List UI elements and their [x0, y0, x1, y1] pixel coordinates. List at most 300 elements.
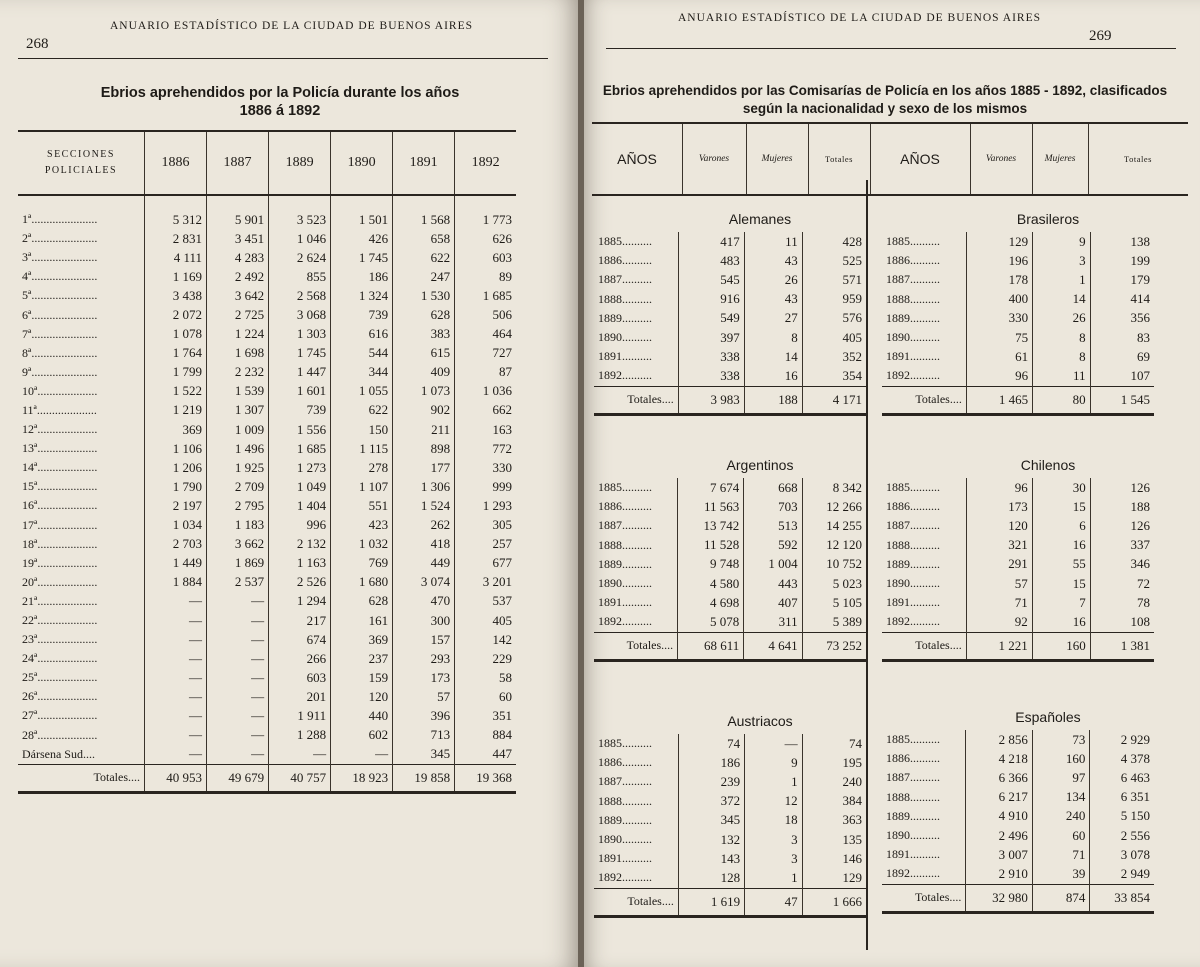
cell-value: — — [145, 668, 207, 687]
total-value: 199 — [1090, 251, 1154, 270]
women-value: 71 — [1032, 845, 1090, 864]
totals-label: Totales.... — [882, 884, 966, 912]
total-value: 6 351 — [1090, 788, 1154, 807]
right-table-title — [590, 82, 1180, 118]
year-header: 1892 — [455, 131, 516, 195]
men-value: 483 — [678, 251, 744, 270]
leader-dots: .......... — [622, 349, 652, 364]
total-value: 195 — [802, 753, 866, 772]
leader-dots: .......... — [622, 774, 652, 789]
cell-value: 1 685 — [269, 439, 331, 458]
cell-value: 1 790 — [145, 477, 207, 496]
years-header: AÑOS — [592, 124, 683, 194]
men-value: 132 — [678, 830, 744, 849]
section-label — [18, 535, 145, 554]
women-value: 8 — [744, 328, 802, 347]
total-value: 12 120 — [802, 536, 866, 555]
cell-value: 1 925 — [207, 458, 269, 477]
cell-value: 1 206 — [145, 458, 207, 477]
total-value: 19 858 — [393, 764, 455, 792]
year-label — [594, 290, 678, 309]
section-name: 26ª — [22, 689, 38, 704]
year-value: 1888 — [598, 291, 622, 306]
cell-value: 1 106 — [145, 439, 207, 458]
women-value: 1 — [1033, 270, 1090, 289]
section-label — [18, 554, 145, 573]
year-value: 1891 — [886, 595, 910, 610]
year-row — [594, 290, 866, 309]
leader-dots: .......... — [622, 556, 652, 571]
year-value: 1888 — [886, 537, 910, 552]
year-header: 1891 — [393, 131, 455, 195]
cell-value: 1 869 — [207, 554, 269, 573]
men-value: 338 — [678, 366, 744, 386]
leader-dots: .................... — [37, 498, 98, 513]
cell-value: 628 — [331, 592, 393, 611]
cell-value: 426 — [331, 229, 393, 248]
year-label — [594, 555, 678, 574]
year-row — [594, 347, 866, 366]
section-label — [18, 687, 145, 706]
total-value: 8 342 — [802, 478, 866, 497]
men-value: 330 — [966, 309, 1032, 328]
cell-value: 2 624 — [269, 248, 331, 267]
men-value: 71 — [966, 593, 1032, 612]
total-value: 108 — [1090, 612, 1154, 632]
cell-value: 5 312 — [145, 210, 207, 229]
total-value: 384 — [802, 792, 866, 811]
year-value: 1889 — [886, 310, 910, 325]
cell-value: 57 — [393, 687, 455, 706]
women-value: 240 — [1032, 807, 1090, 826]
cell-value: 855 — [269, 267, 331, 286]
year-row — [594, 232, 866, 251]
year-label — [594, 251, 678, 270]
cell-value: 2 132 — [269, 535, 331, 554]
cell-value: 1 046 — [269, 229, 331, 248]
total-women: 80 — [1033, 386, 1090, 414]
cell-value: 2 709 — [207, 477, 269, 496]
cell-value: 1 107 — [331, 477, 393, 496]
cell-value: 1 501 — [331, 210, 393, 229]
cell-value: 602 — [331, 726, 393, 745]
year-value: 1889 — [886, 808, 910, 823]
year-label — [594, 497, 678, 516]
totals-row — [594, 632, 866, 660]
women-value: 407 — [744, 593, 802, 612]
section-label — [18, 286, 145, 305]
totals-label: Totales.... — [882, 386, 966, 414]
cell-value: 674 — [269, 630, 331, 649]
total-value: 414 — [1090, 290, 1154, 309]
men-value: 417 — [678, 232, 744, 251]
leader-dots: .......... — [910, 234, 940, 249]
nationality-name: Austriacos — [727, 713, 793, 729]
year-label — [594, 270, 678, 289]
cell-value: 369 — [331, 630, 393, 649]
cell-value: 902 — [393, 401, 455, 420]
totals-row — [882, 632, 1154, 660]
total-value: 525 — [802, 251, 866, 270]
leader-dots: .................... — [37, 689, 98, 704]
total-value: 959 — [802, 290, 866, 309]
year-row — [594, 574, 866, 593]
women-value: 9 — [745, 753, 802, 772]
women-value: 9 — [1033, 232, 1090, 251]
year-value: 1890 — [598, 576, 622, 591]
section-label — [18, 516, 145, 535]
cell-value: 3 438 — [145, 286, 207, 305]
cell-value: 257 — [492, 536, 512, 552]
table-row — [18, 611, 516, 630]
nationality-block — [594, 708, 866, 918]
cell-value: 2 703 — [145, 535, 207, 554]
year-row — [594, 251, 866, 270]
cell-value: 996 — [269, 516, 331, 535]
total-total: 1 666 — [802, 888, 866, 916]
leader-dots: .................... — [37, 479, 98, 494]
women-value: 26 — [744, 270, 802, 289]
year-label — [594, 328, 678, 347]
cell-value: 1 799 — [145, 363, 207, 382]
cell-value: 262 — [393, 516, 455, 535]
leader-dots: ...................... — [31, 250, 98, 265]
table-row — [18, 229, 516, 248]
table-row — [18, 210, 516, 229]
women-value: 27 — [744, 309, 802, 328]
men-value: 13 742 — [678, 516, 744, 535]
year-row — [594, 811, 866, 830]
year-value: 1888 — [598, 793, 622, 808]
men-value: 6 366 — [966, 768, 1032, 787]
section-name: 3ª — [22, 250, 32, 265]
leader-dots: .......... — [910, 614, 940, 629]
cell-value: — — [331, 745, 393, 765]
year-row — [594, 270, 866, 289]
cell-value: 1 601 — [269, 382, 331, 401]
cell-value: 186 — [331, 267, 393, 286]
totals-row — [594, 888, 866, 916]
cell-value: — — [145, 611, 207, 630]
table-row — [18, 382, 516, 401]
year-label — [882, 290, 966, 309]
cell-value: 1 288 — [269, 726, 331, 745]
cell-value: 1 115 — [331, 439, 393, 458]
women-value: 39 — [1032, 864, 1090, 884]
leader-dots: .......... — [622, 576, 652, 591]
total-total: 33 854 — [1090, 884, 1154, 912]
cell-value: 1 183 — [207, 516, 269, 535]
year-row — [594, 868, 866, 888]
total-men: 32 980 — [966, 884, 1032, 912]
year-label — [882, 845, 966, 864]
year-label — [882, 612, 966, 632]
cell-value: 87 — [499, 364, 512, 380]
leader-dots: .................... — [36, 402, 97, 417]
total-value: 188 — [1090, 497, 1154, 516]
total-value: 428 — [802, 232, 866, 251]
year-value: 1888 — [886, 291, 910, 306]
cell-value: 157 — [393, 630, 455, 649]
nationality-name: Argentinos — [726, 457, 794, 473]
leader-dots: .......... — [910, 253, 940, 268]
year-label — [882, 536, 966, 555]
total-value: 2 556 — [1090, 826, 1154, 845]
year-header: 1887 — [207, 131, 269, 195]
leader-dots: ...................... — [31, 345, 98, 360]
year-row — [594, 612, 866, 632]
year-row — [882, 536, 1154, 555]
leader-dots: .......... — [622, 793, 652, 808]
left-table-body — [18, 195, 516, 792]
table-row — [18, 630, 516, 649]
cell-value: 266 — [269, 649, 331, 668]
women-value: 3 — [1033, 251, 1090, 270]
women-value: 443 — [744, 574, 802, 593]
leader-dots: .................... — [37, 574, 98, 589]
leader-dots: .......... — [910, 847, 940, 862]
section-label — [18, 229, 145, 248]
total-value: 3 078 — [1090, 845, 1154, 864]
cell-value: 2 526 — [269, 573, 331, 592]
cell-value: 628 — [393, 305, 455, 324]
cell-value: 89 — [499, 268, 512, 284]
year-row — [882, 270, 1154, 289]
table-row — [18, 363, 516, 382]
totals-row — [18, 764, 516, 792]
women-value: 6 — [1032, 516, 1090, 535]
cell-value: 278 — [331, 458, 393, 477]
total-value: 5 023 — [802, 574, 866, 593]
police-sections-table — [18, 130, 516, 794]
women-value: 3 — [745, 830, 802, 849]
section-name: 6ª — [22, 307, 32, 322]
year-value: 1885 — [886, 234, 910, 249]
totals-label: Totales.... — [882, 632, 966, 660]
year-value: 1891 — [598, 595, 622, 610]
table-row — [18, 477, 516, 496]
table-row — [18, 573, 516, 592]
year-row — [594, 328, 866, 347]
leader-dots: .......... — [622, 595, 652, 610]
cell-value: 345 — [393, 745, 455, 765]
leader-dots: .......... — [910, 789, 940, 804]
cell-value: 1 530 — [393, 286, 455, 305]
year-value: 1885 — [886, 480, 910, 495]
section-label — [18, 726, 145, 745]
cell-value: 396 — [393, 706, 455, 725]
year-row — [882, 574, 1154, 593]
cell-value: 1 324 — [331, 286, 393, 305]
cell-value: 615 — [393, 344, 455, 363]
cell-value: 1 568 — [393, 210, 455, 229]
right-page — [584, 0, 1200, 967]
total-women: 47 — [745, 888, 802, 916]
year-label — [882, 328, 966, 347]
cell-value: 1 524 — [393, 496, 455, 515]
year-value: 1891 — [886, 847, 910, 862]
women-value: 73 — [1032, 730, 1090, 749]
nationality-block — [594, 206, 866, 416]
total-value: 126 — [1090, 478, 1154, 497]
table-row — [18, 535, 516, 554]
cell-value: 142 — [492, 631, 512, 647]
year-row — [882, 864, 1154, 884]
left-page-number: 268 — [26, 36, 49, 52]
totals-row — [882, 884, 1154, 912]
left-title-line2: 1886 á 1892 — [239, 103, 321, 119]
year-row — [882, 807, 1154, 826]
cell-value: — — [145, 630, 207, 649]
section-name: 22ª — [22, 613, 38, 628]
year-row — [594, 555, 866, 574]
year-label — [882, 730, 966, 749]
women-value: — — [745, 734, 802, 753]
total-value: 83 — [1090, 328, 1154, 347]
men-value: 5 078 — [678, 612, 744, 632]
year-label — [882, 232, 966, 251]
section-name: 15ª — [22, 479, 38, 494]
year-value: 1890 — [886, 828, 910, 843]
nationality-name: Brasileros — [1016, 211, 1080, 227]
year-value: 1892 — [886, 866, 910, 881]
total-value: 363 — [802, 811, 866, 830]
section-label — [18, 649, 145, 668]
cell-value: 3 074 — [393, 573, 455, 592]
cell-value: 898 — [393, 439, 455, 458]
cell-value: 622 — [393, 248, 455, 267]
table-row — [18, 325, 516, 344]
nationality-block — [594, 452, 866, 662]
totals-label: Totales.... — [18, 764, 145, 792]
cell-value: 677 — [492, 555, 512, 571]
cell-value: — — [207, 706, 269, 725]
year-value: 1891 — [886, 349, 910, 364]
year-label — [882, 593, 966, 612]
cell-value: 1 034 — [145, 516, 207, 535]
women-value: 16 — [1032, 536, 1090, 555]
leader-dots: .................... — [37, 651, 98, 666]
cell-value: 1 884 — [145, 573, 207, 592]
year-row — [882, 612, 1154, 632]
year-row — [594, 516, 866, 535]
total-value: 40 953 — [145, 764, 207, 792]
leader-dots: .................... — [37, 536, 98, 551]
total-men: 1 619 — [678, 888, 744, 916]
total-value: 12 266 — [802, 497, 866, 516]
total-value: 14 255 — [802, 516, 866, 535]
cell-value: 739 — [331, 305, 393, 324]
men-value: 4 910 — [966, 807, 1032, 826]
cell-value: 727 — [492, 345, 512, 361]
year-label — [882, 347, 966, 366]
year-label — [882, 270, 966, 289]
year-label — [882, 516, 966, 535]
year-label — [882, 555, 966, 574]
totals-row — [882, 386, 1154, 414]
year-value: 1892 — [886, 614, 910, 629]
men-value: 549 — [678, 309, 744, 328]
cell-value: 229 — [492, 650, 512, 666]
section-label — [18, 305, 145, 324]
cell-value: — — [269, 745, 331, 765]
year-row — [594, 497, 866, 516]
men-value: 61 — [966, 347, 1032, 366]
year-label — [594, 309, 678, 328]
year-value: 1887 — [598, 774, 622, 789]
cell-value: 1 036 — [482, 383, 512, 399]
cell-value: 409 — [393, 363, 455, 382]
year-value: 1890 — [886, 576, 910, 591]
cell-value: 1 745 — [269, 344, 331, 363]
cell-value: 713 — [393, 726, 455, 745]
year-row — [594, 593, 866, 612]
year-value: 1886 — [598, 755, 622, 770]
section-label — [18, 745, 145, 765]
section-name: 16ª — [22, 498, 38, 513]
year-label — [594, 536, 678, 555]
nationality-block — [882, 206, 1154, 416]
totals-label: Totales.... — [594, 888, 678, 916]
year-value: 1886 — [886, 499, 910, 514]
table-row — [18, 516, 516, 535]
left-running-header: ANUARIO ESTADÍSTICO DE LA CIUDAD DE BUENOS AIRES — [110, 20, 474, 32]
section-label — [18, 477, 145, 496]
cell-value: 211 — [393, 420, 455, 439]
section-label — [18, 668, 145, 687]
table-row — [18, 706, 516, 725]
men-value: 239 — [678, 772, 744, 791]
section-label — [18, 325, 145, 344]
leader-dots: .......... — [622, 755, 652, 770]
cell-value: 1 303 — [269, 325, 331, 344]
year-label — [882, 366, 966, 386]
men-value: 74 — [678, 734, 744, 753]
leader-dots: .......... — [622, 870, 652, 885]
total-value: 138 — [1090, 232, 1154, 251]
total-value: 2 929 — [1090, 730, 1154, 749]
men-value: 400 — [966, 290, 1032, 309]
section-label — [18, 611, 145, 630]
men-value: 7 674 — [678, 478, 744, 497]
section-label — [18, 401, 145, 420]
cell-value: 1 911 — [269, 706, 331, 725]
section-name: 4ª — [22, 269, 32, 284]
men-value: 4 698 — [678, 593, 744, 612]
year-label — [882, 497, 966, 516]
leader-dots: .......... — [910, 368, 940, 383]
leader-dots: .......... — [622, 832, 652, 847]
cell-value: 1 745 — [331, 248, 393, 267]
men-value: 2 910 — [966, 864, 1032, 884]
table-row — [18, 267, 516, 286]
section-label — [18, 496, 145, 515]
section-name: 13ª — [22, 441, 38, 456]
nationality-block — [882, 452, 1154, 662]
men-header: Varones — [682, 124, 747, 194]
cell-value: 351 — [492, 707, 512, 723]
total-value: 18 923 — [331, 764, 393, 792]
cell-value: 2 537 — [207, 573, 269, 592]
leader-dots: .......... — [622, 253, 652, 268]
leader-dots: .......... — [910, 330, 940, 345]
men-value: 57 — [966, 574, 1032, 593]
year-value: 1889 — [598, 812, 622, 827]
leader-dots: .......... — [622, 330, 652, 345]
cell-value: 999 — [492, 478, 512, 494]
cell-value: 1 273 — [269, 458, 331, 477]
cell-value: 884 — [492, 727, 512, 743]
